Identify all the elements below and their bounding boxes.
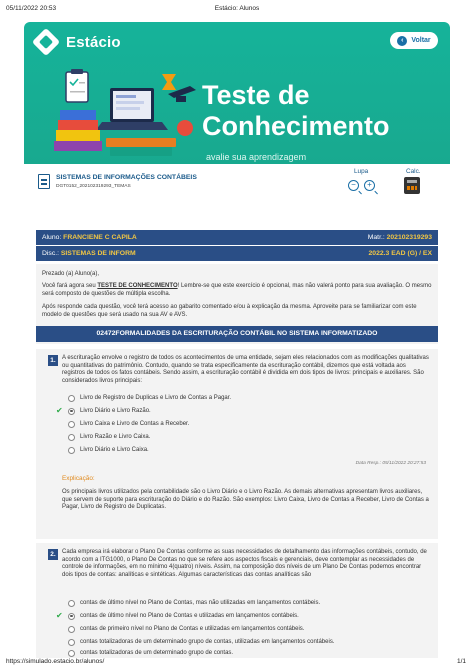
radio-button-selected[interactable] xyxy=(68,408,75,415)
book xyxy=(54,141,102,151)
hero-banner xyxy=(24,22,450,164)
hero-title-line2: Conhecimento xyxy=(202,111,390,141)
answer-option[interactable] xyxy=(68,598,320,608)
print-url: https://simulado.estacio.br/alunos/ xyxy=(6,658,105,665)
clipboard-clip xyxy=(71,69,83,74)
option-label: contas totalizadoras de um determinado grupo de contas. xyxy=(80,650,234,656)
question-number: 1. xyxy=(48,355,58,366)
option-label: contas de último nível no Plano de Contas, mas não utilizadas em lançamentos contábeis. xyxy=(80,600,321,606)
radio-button[interactable] xyxy=(68,434,75,441)
answer-option[interactable] xyxy=(68,393,231,403)
radio-button[interactable] xyxy=(68,447,75,454)
intro-greeting: Prezado (a) Aluno(a), xyxy=(42,271,100,277)
intro-paragraph-2: Após responde cada questão, você terá acesso ao gabarito comentado e/ou à explicação da mesma. Aproveite para se familiarizar com este modelo de questões que será usado na sua AV e AVS. xyxy=(42,303,417,318)
book xyxy=(56,130,100,141)
matr-value: 202102319293 xyxy=(386,234,432,241)
print-datetime: 05/11/2022 20:53 xyxy=(6,5,57,12)
option-label: contas totalizadoras de um determinado grupo de contas, utilizadas em lançamentos contábeis. xyxy=(80,639,335,645)
hourglass xyxy=(162,74,176,90)
radio-button[interactable] xyxy=(68,395,75,402)
book xyxy=(58,120,98,130)
question-number: 2. xyxy=(48,549,58,560)
answer-option[interactable] xyxy=(68,432,150,442)
course-title: SISTEMAS DE INFORMAÇÕES CONTÁBEIS xyxy=(56,174,197,181)
calculator-icon[interactable] xyxy=(404,177,420,194)
study-illustration xyxy=(50,60,200,160)
answer-option[interactable] xyxy=(68,419,189,429)
answer-option[interactable] xyxy=(68,611,299,621)
answer-option[interactable] xyxy=(68,624,304,634)
question-card xyxy=(36,349,438,539)
laptop-base xyxy=(96,122,168,130)
intro-paragraph-1 xyxy=(42,282,432,298)
brand-logo[interactable] xyxy=(36,32,121,52)
back-button-label: Voltar xyxy=(411,37,431,44)
screen-line xyxy=(116,101,144,104)
calc-label: Calc. xyxy=(406,168,421,175)
answer-option[interactable] xyxy=(68,406,151,416)
answer-option[interactable] xyxy=(68,637,334,647)
question-text: A escrituração envolve o registro de todos os acontecimentos de uma entidade, sejam eles relacionados com as modificações qualitativas ou quantitativas do patrimônio. Contudo, quando se trata especificamente da escrituração contábil, dizemos que está voltada aos registros de todos os fatos contábeis. Sendo assim, a escrituração contábil é dividida em dois tipos de livros: principais e auxiliares. São considerados livros principais: xyxy=(62,355,429,384)
print-page-number: 1/1 xyxy=(456,658,466,665)
course-code: DGT0152_202102319293_TEMAS xyxy=(56,184,131,189)
print-header xyxy=(0,0,474,16)
option-label: Livro Diário e Livro Caixa. xyxy=(80,447,149,453)
screen-line xyxy=(116,107,140,110)
radio-button[interactable] xyxy=(68,421,75,428)
radio-button-selected[interactable] xyxy=(68,613,75,620)
book xyxy=(110,147,172,156)
intro-highlight: TESTE DE CONHECIMENTO xyxy=(97,283,178,290)
course-header xyxy=(36,168,438,210)
option-label: Livro Diário e Livro Razão. xyxy=(80,408,151,414)
brand-name: Estácio xyxy=(66,33,121,51)
course-info xyxy=(36,168,438,318)
explanation-text: Os principais livros utilizados pela contabilidade são o Livro Diário e o Livro Razão. As demais alternativas apresentam livros auxiliares, que servem de suporte para escrituração do Diário e do Razão. São exemplos: Livro Caixa, Livro de Contas a Receber, Livro de Contas a Pagar, Livro de Registro de Duplicatas. xyxy=(62,489,429,511)
radio-button[interactable] xyxy=(68,639,75,646)
disc-value: SISTEMAS DE INFORM xyxy=(60,250,136,257)
hero-title-line1: Teste de xyxy=(202,80,310,110)
clipboard-line xyxy=(79,82,85,84)
back-button[interactable] xyxy=(390,32,438,49)
document-icon xyxy=(38,174,50,189)
option-label: Livro Caixa e Livro de Contas a Receber. xyxy=(80,421,190,427)
answer-option[interactable] xyxy=(68,445,149,455)
student-name: FRANCIENE C CAPILA xyxy=(63,234,137,241)
correct-check-icon: ✔ xyxy=(56,406,63,415)
graduation-cap-base xyxy=(176,96,186,102)
option-label: Livro de Registro de Duplicas e Livro de Contas a Pagar. xyxy=(80,395,232,401)
clipboard-line xyxy=(70,91,85,93)
zoom-in-icon[interactable]: + xyxy=(364,180,375,191)
radio-button[interactable] xyxy=(68,626,75,633)
discipline-banner xyxy=(36,246,438,261)
arrow-left-icon: ‹ xyxy=(397,36,407,46)
radio-button[interactable] xyxy=(68,600,75,607)
option-label: contas de último nível no Plano de Contas e utilizadas em lançamentos contábeis. xyxy=(80,613,299,619)
clipboard xyxy=(66,72,88,102)
correct-check-icon: ✔ xyxy=(56,611,63,620)
matr-label: Matr.: xyxy=(367,234,385,241)
book xyxy=(60,110,96,120)
question-text: Cada empresa irá elaborar o Plano De Contas conforme as suas necessidades de detalhamento das informações contábeis, contudo, de acordo com a ITG1000, o Plano De Contas no que se refere aos aspectos fiscais e gerenciais, deve contemplar as necessidades de controle de informações, em no mínimo 4(quatro) níveis. Assim, na composição dos níveis de um Plano De Contas podemos encontrar dois tipos de contas: analíticas e sintéticas. Algumas características das contas analíticas são xyxy=(62,549,427,578)
section-title: 02472FORMALIDADES DA ESCRITURAÇÃO CONTÁBIL NO SISTEMA INFORMATIZADO xyxy=(36,326,438,342)
zoom-out-icon[interactable]: − xyxy=(348,180,359,191)
response-date: Data Resp.: 05/11/2022 20:27:53 xyxy=(355,461,426,466)
option-label: Livro Razão e Livro Caixa. xyxy=(80,434,151,440)
book xyxy=(106,138,176,147)
period-value: 2022.3 EAD (G) / EX xyxy=(368,250,432,257)
print-title: Estácio: Alunos xyxy=(214,5,260,12)
lupa-label: Lupa xyxy=(354,168,369,175)
intro-text: ! Lembre-se que este exercício é opcional, mas não valerá ponto para sua avaliação. O mesmo será composto de questões de múltipla escolha. xyxy=(42,283,432,298)
student-banner xyxy=(36,230,438,245)
disc-label: Disc.: xyxy=(42,250,59,257)
estacio-logo-icon xyxy=(32,28,60,56)
intro-text: Você fará agora seu xyxy=(42,283,98,290)
hero-title xyxy=(202,80,390,142)
student-label: Aluno: xyxy=(42,234,62,241)
page xyxy=(24,22,450,658)
screen-line xyxy=(116,95,136,98)
apple xyxy=(177,120,193,136)
print-footer xyxy=(0,656,474,670)
question-card xyxy=(36,543,438,658)
explanation-title: Explicação: xyxy=(62,475,95,482)
option-label: contas de primeiro nível no Plano de Contas e utilizadas em lançamentos contábeis. xyxy=(80,626,305,632)
hero-subtitle: avalie sua aprendizagem xyxy=(206,152,307,162)
